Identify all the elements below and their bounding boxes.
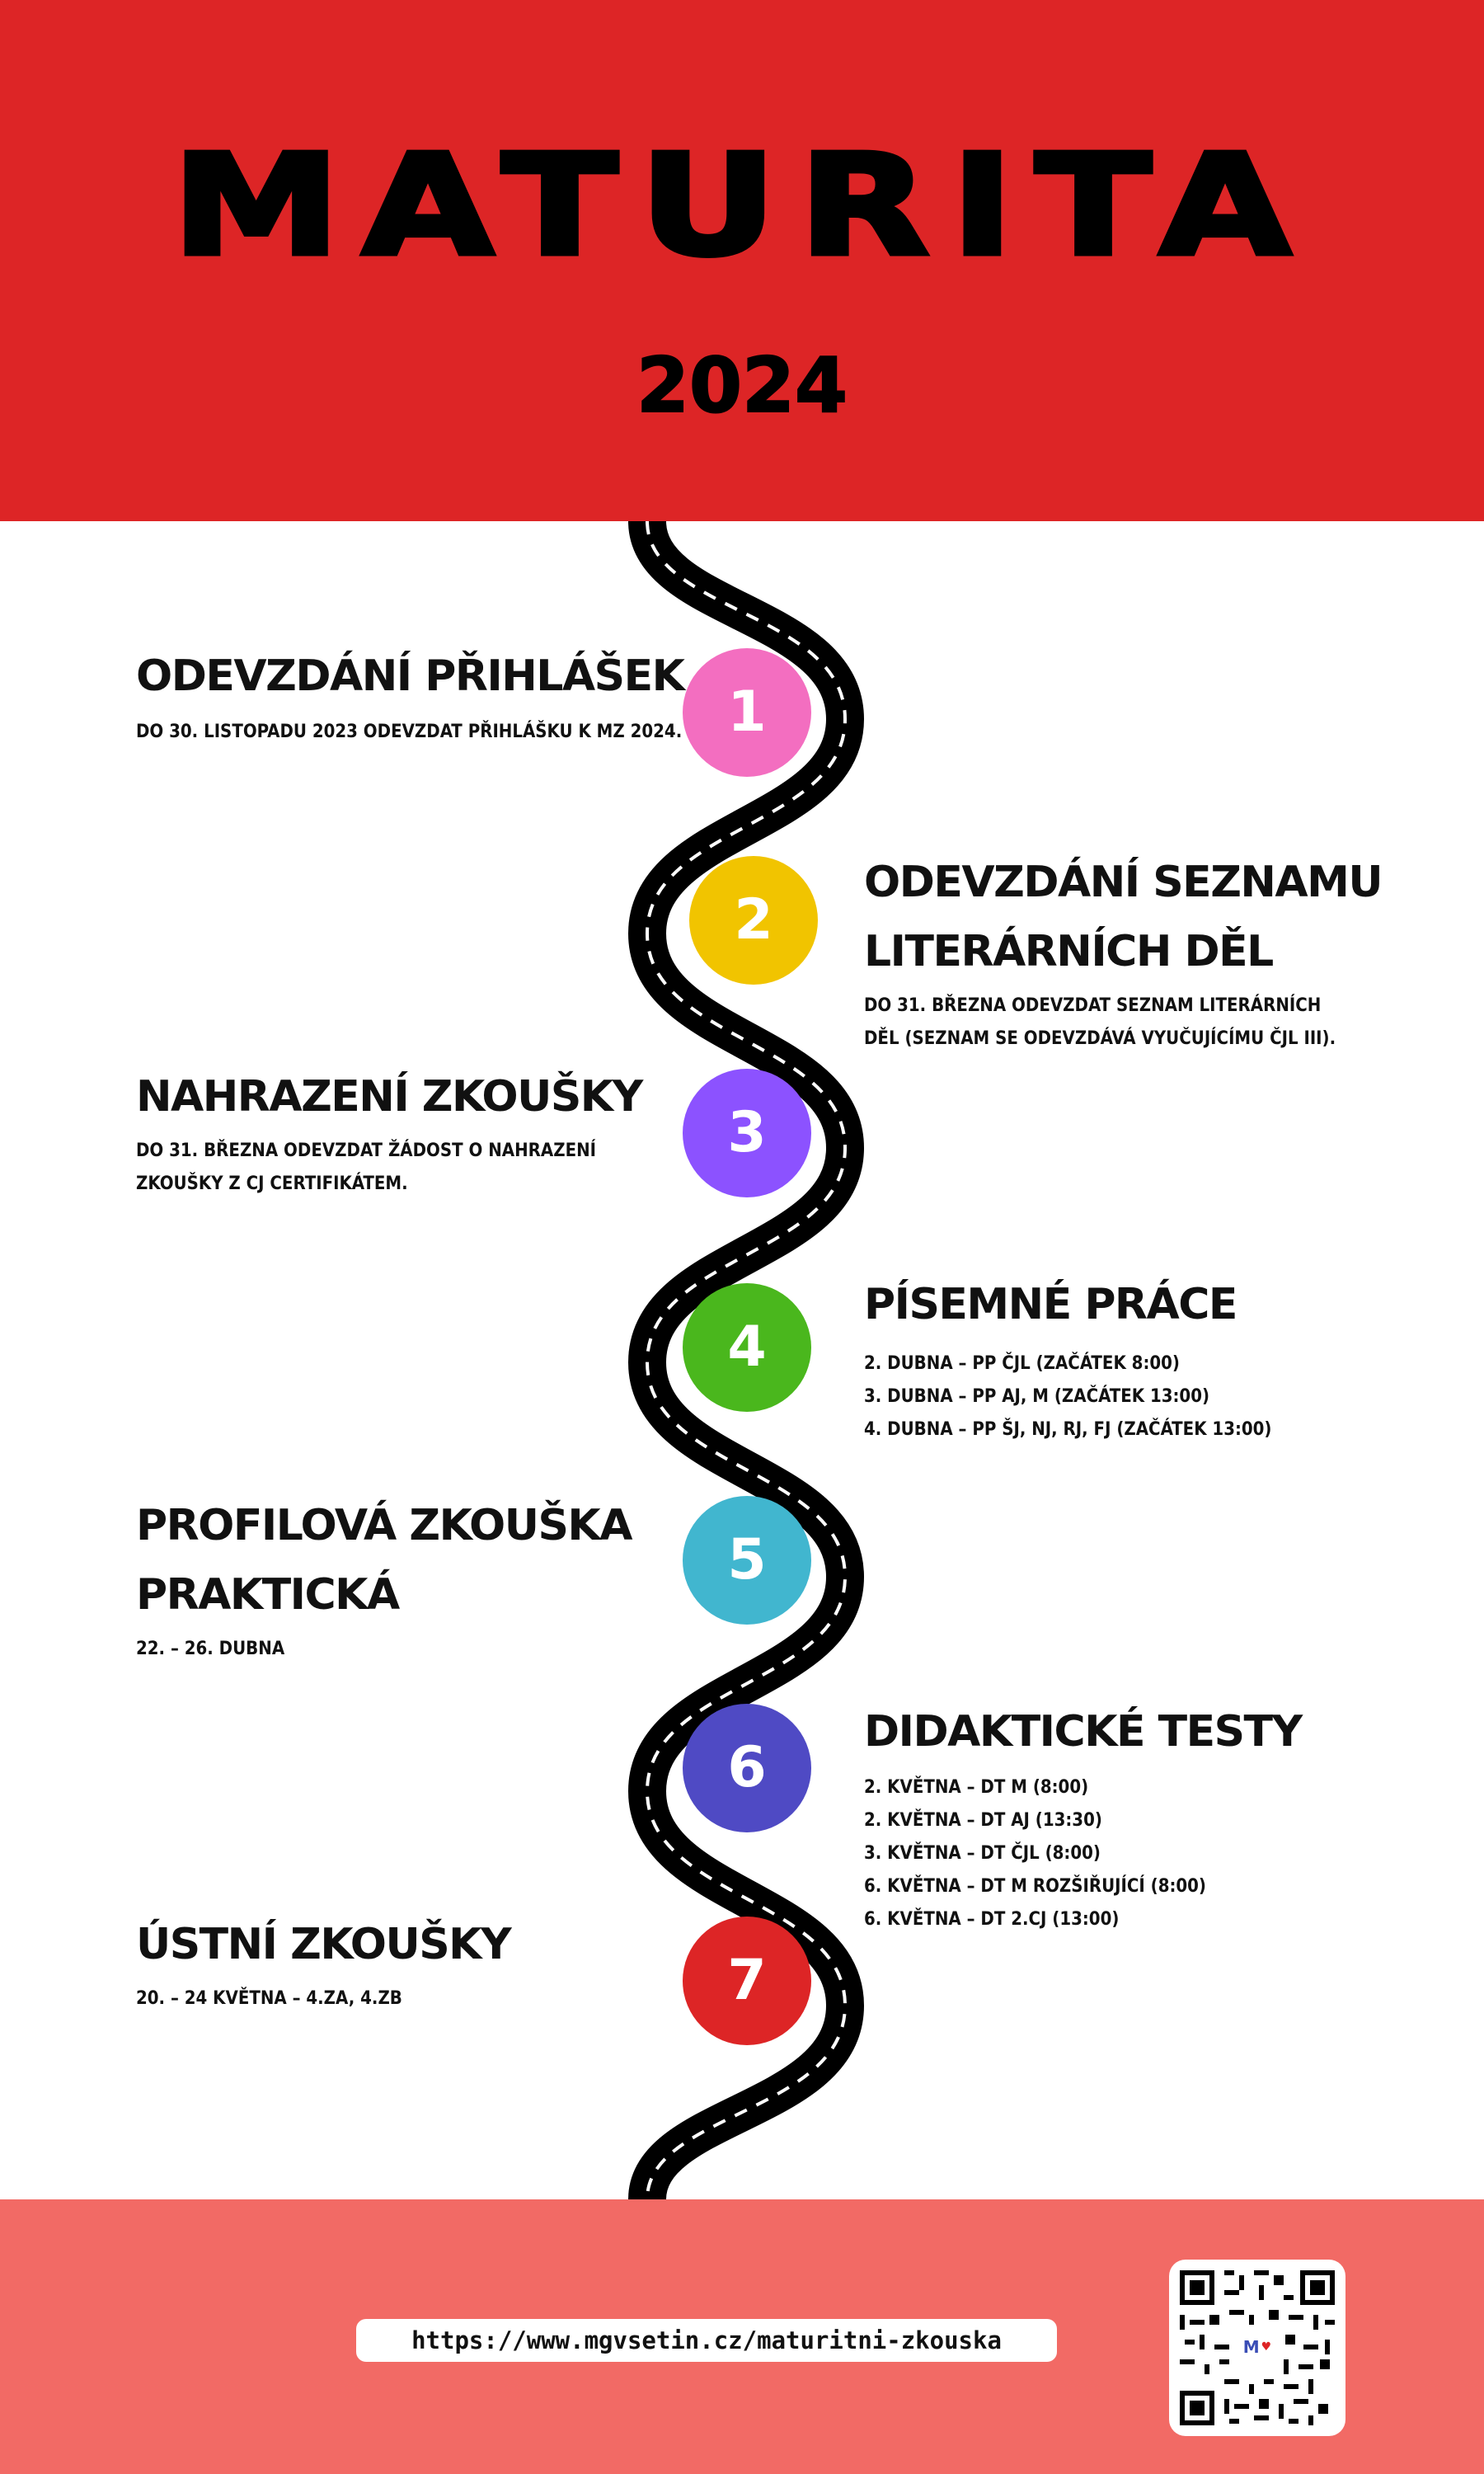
step-4-title: PÍSEMNÉ PRÁCE: [864, 1280, 1237, 1329]
header-banner: [0, 0, 1484, 521]
page-title: MATURITA: [171, 125, 1313, 287]
qr-code[interactable]: [1169, 2260, 1345, 2436]
step-4-description: 2. DUBNA – PP ČJL (ZAČÁTEK 8:00) 3. DUBNA – PP AJ, M (ZAČÁTEK 13:00) 4. DUBNA – PP ŠJ, NJ, RJ, FJ (ZAČÁTEK 13:00): [864, 1353, 1272, 1440]
step-3-title: NAHRAZENÍ ZKOUŠKY: [136, 1072, 642, 1122]
step-6-description: 2. KVĚTNA – DT M (8:00) 2. KVĚTNA – DT AJ (13:30) 3. KVĚTNA – DT ČJL (8:00) 6. KVĚTNA – DT M ROZŠIŘUJÍCÍ (8:00) 6. KVĚTNA – DT 2.CJ (13:00): [864, 1777, 1206, 1930]
step-7-description: 20. – 24 KVĚTNA – 4.ZA, 4.ZB: [136, 1988, 402, 2009]
step-1-title: ODEVZDÁNÍ PŘIHLÁŠEK: [136, 651, 684, 701]
step-6-number: 6: [727, 1735, 767, 1800]
step-2-number: 2: [734, 887, 773, 952]
step-3-circle: [683, 1069, 811, 1197]
step-5-title: PROFILOVÁ ZKOUŠKA PRAKTICKÁ: [136, 1501, 632, 1620]
step-2-description: DO 31. BŘEZNA ODEVZDAT SEZNAM LITERÁRNÍCH DĚL (SEZNAM SE ODEVZDÁVÁ VYUČUJÍCÍMU ČJL III).: [864, 995, 1336, 1049]
step-4-circle: [683, 1283, 811, 1412]
step-7-circle: [683, 1917, 811, 2045]
step-1-circle: [683, 648, 811, 777]
step-6-title: DIDAKTICKÉ TESTY: [864, 1707, 1302, 1757]
step-3-description: DO 31. BŘEZNA ODEVZDAT ŽÁDOST O NAHRAZENÍ ZKOUŠKY Z CJ CERTIFIKÁTEM.: [136, 1141, 597, 1194]
step-3-number: 3: [727, 1100, 767, 1165]
website-link[interactable]: https://www.mgvsetin.cz/maturitni-zkouska: [356, 2319, 1057, 2362]
qr-logo-letter: M: [1242, 2337, 1260, 2357]
step-5-circle: [683, 1496, 811, 1625]
qr-logo: [1237, 2331, 1277, 2363]
step-4-number: 4: [727, 1315, 767, 1380]
step-5-description: 22. – 26. DUBNA: [136, 1639, 285, 1659]
step-1-description: DO 30. LISTOPADU 2023 ODEVZDAT PŘIHLÁŠKU K MZ 2024.: [136, 722, 683, 742]
step-6-circle: [683, 1704, 811, 1832]
step-7-number: 7: [727, 1948, 767, 2013]
step-5-number: 5: [727, 1527, 767, 1592]
heart-icon: ♥: [1261, 2340, 1272, 2354]
step-2-circle: [689, 856, 818, 985]
step-2-title: ODEVZDÁNÍ SEZNAMU LITERÁRNÍCH DĚL: [864, 858, 1383, 976]
step-1-number: 1: [727, 680, 767, 745]
page-year: 2024: [636, 341, 848, 430]
step-7-title: ÚSTNÍ ZKOUŠKY: [136, 1920, 511, 1969]
